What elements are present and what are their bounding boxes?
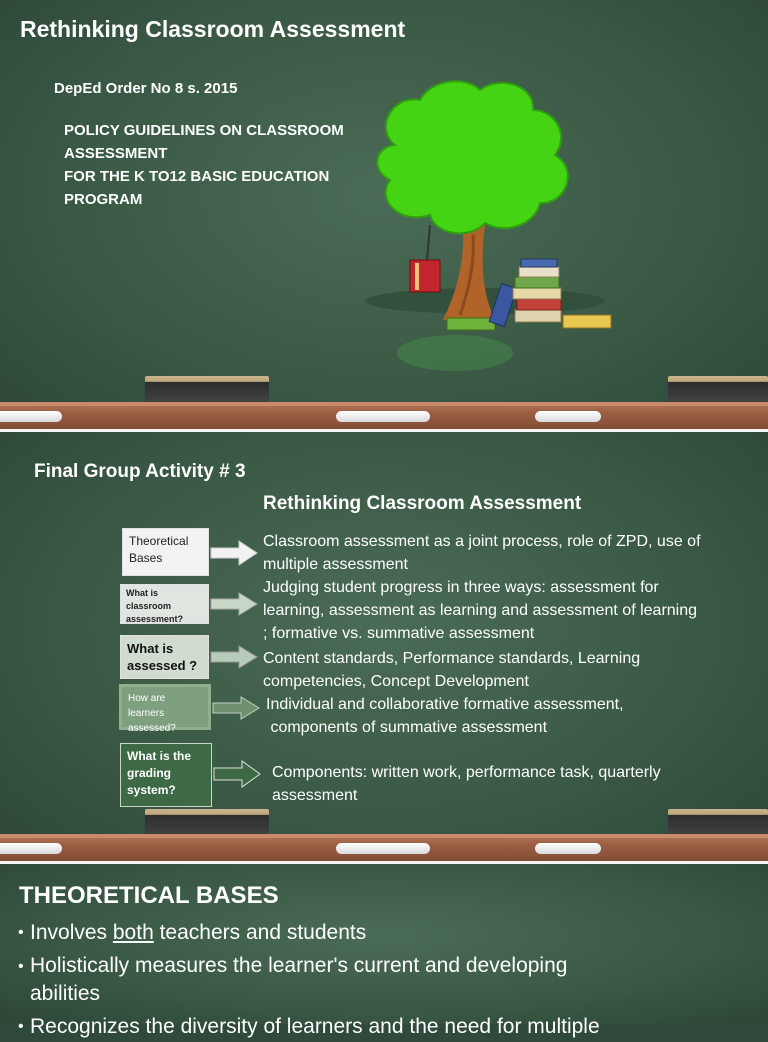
desc-line: Classroom assessment as a joint process, role of ZPD, use of xyxy=(263,533,701,550)
row-description xyxy=(272,761,661,807)
policy-text xyxy=(64,119,344,211)
desc-line: learning, assessment as learning and assessment of learning xyxy=(263,602,698,619)
desc-line: Components: written work, performance task, quarterly xyxy=(272,764,661,781)
desc-line: Content standards, Performance standards, Learning xyxy=(263,650,641,667)
bullet-item: • Involves both teachers and students xyxy=(18,921,367,944)
bullet-text: abilities xyxy=(30,982,101,1005)
slide-1 xyxy=(0,0,768,432)
row-description xyxy=(263,530,701,576)
bullet-text: teachers and students xyxy=(153,921,367,944)
bullet-list xyxy=(18,918,758,1042)
bullet-underlined-text: both xyxy=(112,921,154,944)
desc-line: Individual and collaborative formative assessment, xyxy=(266,696,624,713)
bullet-text: Holistically measures the learner's current and developing xyxy=(30,954,568,977)
bullet-item: • Recognizes the diversity of learners and the need for multiple xyxy=(18,1015,600,1038)
slide-title: THEORETICAL BASES xyxy=(19,882,279,909)
policy-line: ASSESSMENT xyxy=(64,145,168,162)
desc-line: multiple assessment xyxy=(263,556,408,573)
row-description xyxy=(266,693,624,739)
desc-line: components of summative assessment xyxy=(266,719,548,736)
eraser xyxy=(668,809,768,837)
chalk-piece xyxy=(535,843,601,854)
chalk-ledge xyxy=(0,402,768,432)
row-label: What is classroom assessment? xyxy=(126,588,184,624)
chalk-piece xyxy=(0,843,62,854)
slide-3 xyxy=(0,864,768,1038)
row-label-box xyxy=(119,684,211,734)
bullet-text: Involves xyxy=(30,921,113,944)
chalk-piece xyxy=(336,411,430,422)
policy-line: PROGRAM xyxy=(64,191,143,208)
eraser xyxy=(668,376,768,404)
arrow-right-icon xyxy=(209,539,259,567)
bullet-item: • Holistically measures the learner's current and developing abilities xyxy=(18,952,758,1008)
eraser xyxy=(145,809,269,837)
desc-line: assessment xyxy=(272,787,358,804)
bullet-text-partial: Recognizes the diversity of learners and the need for multiple xyxy=(30,1015,600,1038)
row-label: How are learners assessed? xyxy=(128,693,176,734)
row-label: What is the grading system? xyxy=(127,749,192,797)
deped-order-label: DepEd Order No 8 s. 2015 xyxy=(54,80,238,97)
row-description xyxy=(263,647,640,693)
chalk-piece xyxy=(0,411,62,422)
row-description xyxy=(263,576,697,645)
eraser xyxy=(145,376,269,404)
slide-title: Rethinking Classroom Assessment xyxy=(20,16,406,42)
desc-line: competencies, Concept Development xyxy=(263,673,529,690)
chalk-ledge xyxy=(0,834,768,864)
slide-2 xyxy=(0,432,768,864)
slide-subtitle: Rethinking Classroom Assessment xyxy=(263,493,582,514)
desc-line: ; formative vs. summative assessment xyxy=(263,625,535,642)
chalk-piece xyxy=(535,411,601,422)
arrow-right-icon xyxy=(209,644,259,670)
row-label-box xyxy=(120,584,209,624)
policy-line: POLICY GUIDELINES ON CLASSROOM xyxy=(64,122,344,139)
tree-books-illustration xyxy=(355,75,625,375)
row-label-box xyxy=(122,528,209,576)
desc-line: Judging student progress in three ways: assessment for xyxy=(263,579,659,596)
arrow-right-icon xyxy=(212,759,262,789)
arrow-right-icon xyxy=(211,695,261,721)
row-label-box xyxy=(120,635,209,679)
chalk-piece xyxy=(336,843,430,854)
row-label-box xyxy=(120,743,212,807)
row-label: Theoretical Bases xyxy=(129,534,189,565)
row-label: What is assessed ? xyxy=(127,641,198,673)
activity-heading: Final Group Activity # 3 xyxy=(34,461,246,482)
arrow-right-icon xyxy=(209,591,259,617)
policy-line: FOR THE K TO12 BASIC EDUCATION xyxy=(64,168,330,185)
